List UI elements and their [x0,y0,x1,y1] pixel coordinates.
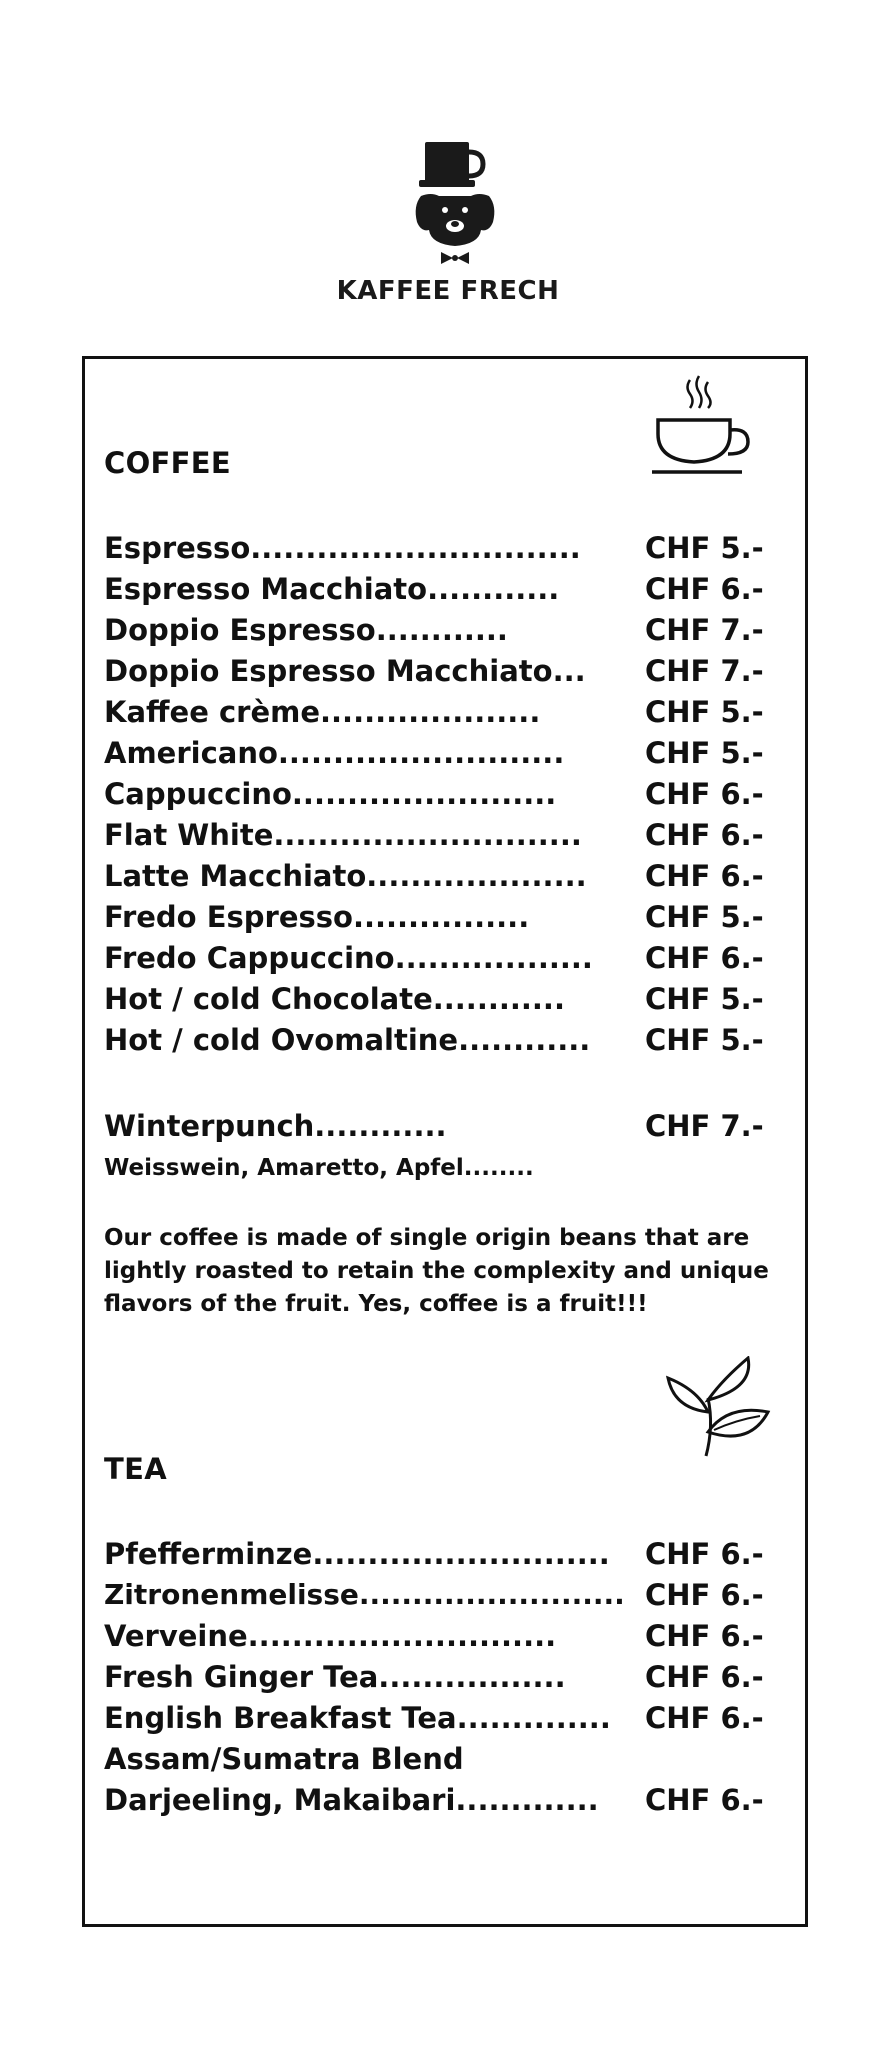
menu-item [104,733,794,773]
item-price: CHF 6.- [645,818,764,852]
steaming-cup-icon [650,374,756,478]
item-price: CHF 6.- [645,1783,764,1817]
item-name: Flat White............................ [104,818,582,852]
coffee-section-title: COFFEE [104,446,231,480]
item-name: Fredo Espresso................ [104,900,530,934]
item-name: Americano.......................... [104,736,565,770]
menu-item [104,1020,794,1060]
menu-item [104,774,794,814]
item-name: Doppio Espresso............ [104,613,508,647]
menu-item [104,528,794,568]
item-price: CHF 7.- [645,654,764,688]
item-price: CHF 5.- [645,900,764,934]
item-name: Latte Macchiato.................... [104,859,587,893]
menu-item [104,1616,794,1656]
menu-item [104,569,794,609]
item-name: Winterpunch............ [104,1109,447,1143]
item-name: English Breakfast Tea.............. [104,1701,611,1735]
item-price: CHF 6.- [645,1660,764,1694]
menu-item [104,1575,794,1615]
brand-name: KAFFEE FRECH [336,276,560,306]
menu-item [104,856,794,896]
item-price: CHF 6.- [645,1578,764,1612]
item-name: Hot / cold Ovomaltine............ [104,1023,591,1057]
note-line: flavors of the fruit. Yes, coffee is a fruit!!! [104,1291,648,1317]
item-price: CHF 6.- [645,777,764,811]
item-price: CHF 6.- [645,941,764,975]
winterpunch-item [104,1106,794,1146]
menu-item [104,1657,794,1697]
item-name: Fresh Ginger Tea................. [104,1660,566,1694]
item-price: CHF 5.- [645,982,764,1016]
item-name: Espresso.............................. [104,531,581,565]
item-price: CHF 6.- [645,1701,764,1735]
item-name: Cappuccino........................ [104,777,557,811]
item-name: Pfefferminze........................... [104,1537,610,1571]
menu-item [104,692,794,732]
item-price: CHF 7.- [645,613,764,647]
item-price: CHF 6.- [645,859,764,893]
menu-item [104,979,794,1019]
item-name: Doppio Espresso Macchiato... [104,654,586,688]
menu-item [104,938,794,978]
item-price: CHF 6.- [645,572,764,606]
menu-item [104,1698,794,1738]
coffee-note [104,1222,784,1321]
item-name: Assam/Sumatra Blend [104,1742,464,1776]
item-price: CHF 5.- [645,1023,764,1057]
item-name: Darjeeling, Makaibari............. [104,1783,599,1817]
item-name: Espresso Macchiato............ [104,572,560,606]
item-price: CHF 7.- [645,1109,764,1143]
note-line: lightly roasted to retain the complexity and unique [104,1258,769,1284]
item-price: CHF 5.- [645,736,764,770]
menu-item [104,651,794,691]
item-name: Verveine............................ [104,1619,557,1653]
item-name: Hot / cold Chocolate............ [104,982,565,1016]
item-name: Fredo Cappuccino.................. [104,941,593,975]
item-name: Kaffee crème.................... [104,695,541,729]
menu-item [104,1534,794,1574]
menu-item [104,1780,794,1820]
menu-item [104,1739,794,1779]
menu-item [104,815,794,855]
tea-section-title: TEA [104,1452,167,1486]
item-price: CHF 6.- [645,1619,764,1653]
menu-item [104,897,794,937]
item-price: CHF 6.- [645,1537,764,1571]
note-line: Our coffee is made of single origin beans that are [104,1225,750,1251]
item-price: CHF 5.- [645,531,764,565]
tea-leaf-icon [664,1356,772,1460]
winterpunch-description: Weisswein, Amaretto, Apfel........ [104,1155,534,1181]
item-price: CHF 5.- [645,695,764,729]
menu-item [104,610,794,650]
item-name: Zitronenmelisse......................... [104,1578,625,1611]
dog-logo-icon [411,138,499,266]
